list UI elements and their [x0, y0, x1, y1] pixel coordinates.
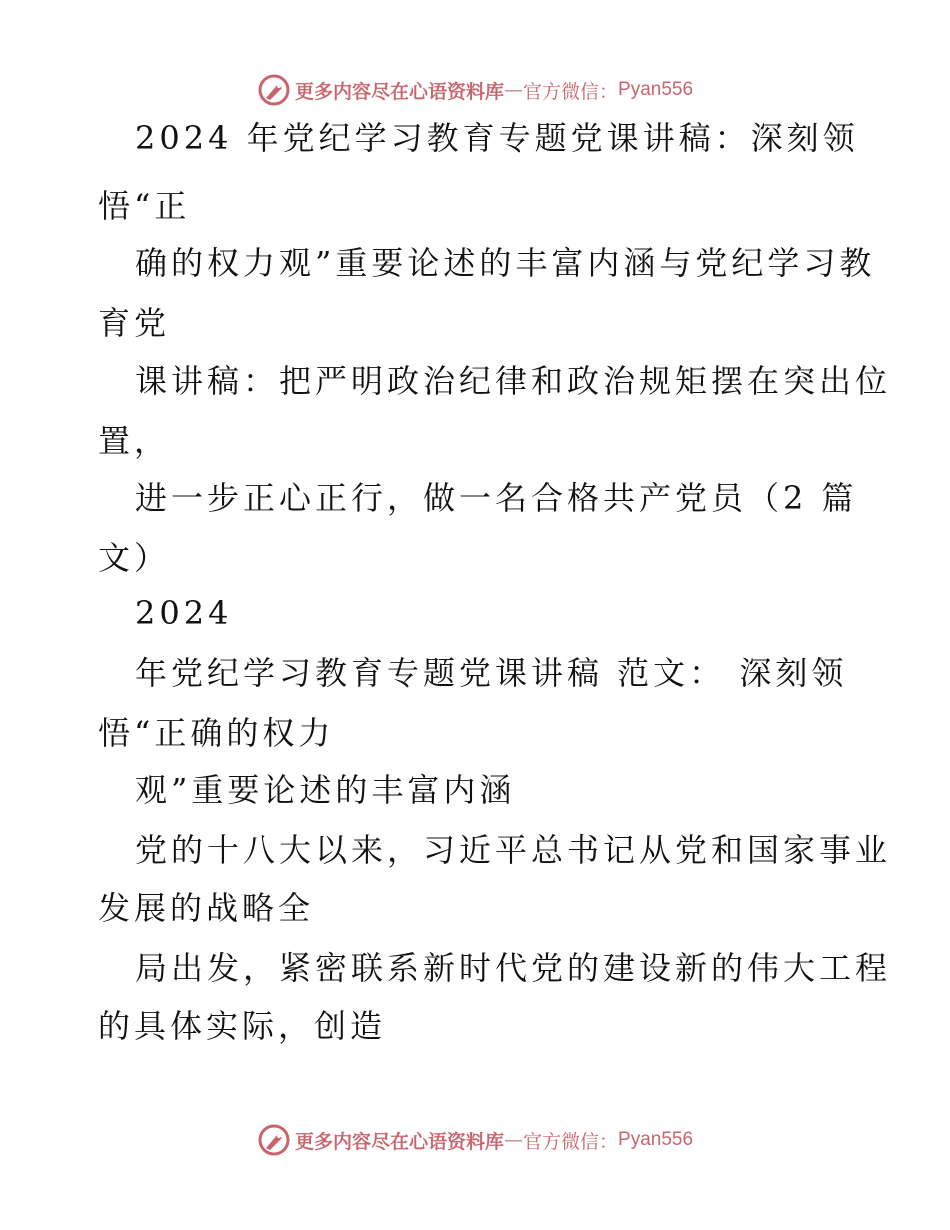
text-line: 观”重要论述的丰富内涵	[135, 771, 516, 809]
text-line: 悟“正	[98, 187, 191, 225]
text-line: 文）	[98, 539, 171, 577]
text-line: 置，	[98, 422, 171, 460]
watermark-colon: ：	[599, 1130, 619, 1153]
text-line: 的具体实际，创造	[98, 1007, 387, 1045]
watermark-label: 官方微信	[522, 80, 599, 103]
watermark-colon: ：	[599, 80, 619, 103]
watermark-header	[0, 70, 950, 110]
watermark-brand: 更多内容尽在心语资料库	[294, 1130, 504, 1153]
text-line: 育党	[98, 304, 171, 342]
watermark-label: 官方微信	[522, 1130, 599, 1153]
text-line: 年党纪学习教育专题党课讲稿 范文： 深刻领	[135, 654, 848, 692]
watermark-account: Pyan556	[618, 1129, 694, 1150]
watermark-separator: —	[503, 1129, 523, 1151]
text-line: 发展的战略全	[98, 889, 315, 927]
watermark-footer	[0, 1120, 950, 1160]
text-line: 党的十八大以来，习近平总书记从党和国家事业	[135, 831, 892, 869]
text-line: 课讲稿：把严明政治纪律和政治规矩摆在突出位	[135, 362, 892, 400]
pen-nib-logo-icon	[257, 73, 291, 107]
text-line: 进一步正心正行，做一名合格共产党员（2 篇	[135, 479, 858, 517]
text-line: 确的权力观”重要论述的丰富内涵与党纪学习教	[135, 244, 876, 282]
watermark-brand: 更多内容尽在心语资料库	[294, 80, 504, 103]
text-line: 2024	[135, 594, 233, 632]
watermark-separator: —	[503, 79, 523, 101]
text-line: 悟“正确的权力	[98, 714, 335, 752]
text-line: 局出发，紧密联系新时代党的建设新的伟大工程	[135, 949, 892, 987]
watermark-account: Pyan556	[618, 79, 694, 100]
pen-nib-logo-icon	[257, 1123, 291, 1157]
text-line: 2024 年党纪学习教育专题党课讲稿：深刻领	[135, 119, 859, 157]
